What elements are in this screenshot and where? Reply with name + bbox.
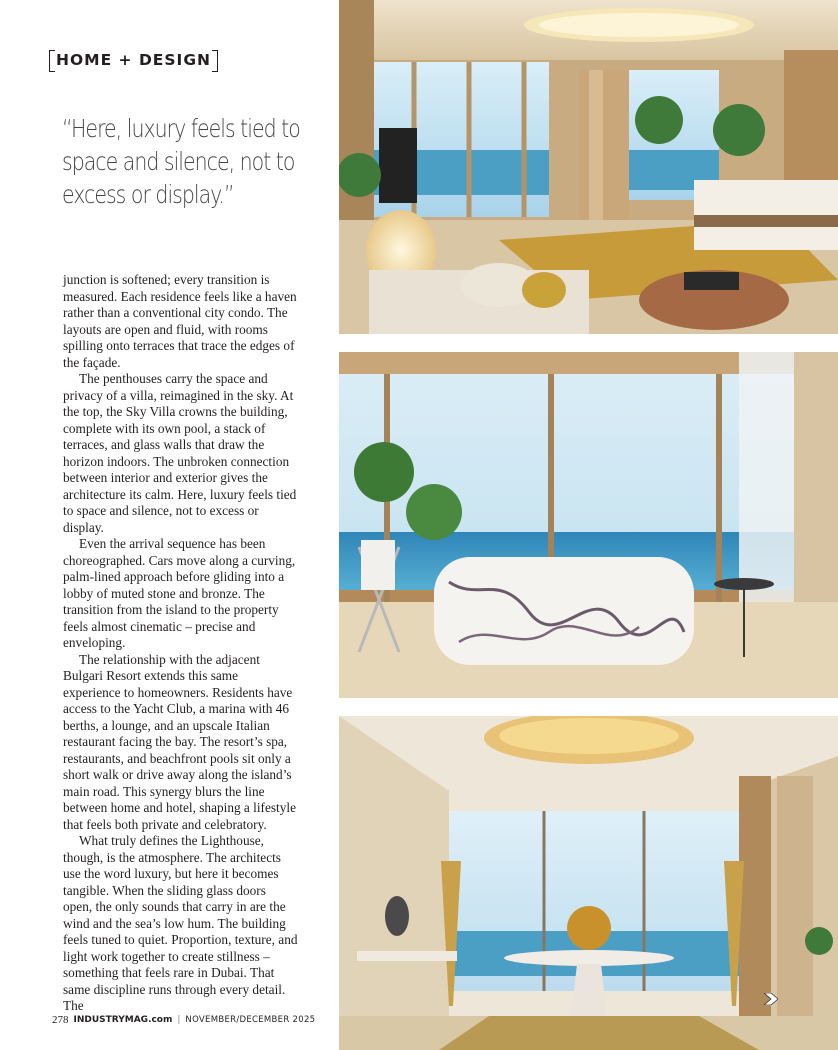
magazine-name: INDUSTRYMAG.com [73, 1015, 173, 1025]
bathroom-photo [339, 352, 838, 698]
page-footer [52, 1014, 315, 1026]
continue-arrow-icon [764, 993, 778, 1005]
page-number: 278 [52, 1014, 69, 1026]
body-paragraph: junction is softened; every transition is measured. Each residence feels like a haven rather than a conventional city condo. The layouts are open and fluid, with rooms spilling onto terraces that trace the edges of the façade. [63, 272, 297, 370]
body-paragraph: The penthouses carry the space and privacy of a villa, reimagined in the sky. At the top, the Sky Villa crowns the building, complete with its own pool, a stack of terraces, and glass walls that draw the horizon indoors. The unbroken connection between interior and exterior gives the architecture its calm. Here, luxury feels tied to space and silence, not to excess or display. [63, 371, 297, 535]
bathroom-illustration [339, 352, 838, 698]
pull-quote: “Here, luxury feels tied to space and silence, not to excess or display.” [62, 114, 300, 209]
body-paragraph: Even the arrival sequence has been choreographed. Cars move along a curving, palm-lined approach before gliding into a lobby of muted stone and bronze. The transition from the island to the property feels almost cinematic – precise and enveloping. [63, 536, 296, 650]
body-paragraph: What truly defines the Lighthouse, though, is the atmosphere. The architects use the word luxury, but here it becomes tangible. When the sliding glass doors open, the only sounds that carry in are the wind and the sea’s low hum. The building feels tuned to quiet. Proportion, texture, and light work together to create stillness – something that feels rare in Dubai. That same discipline runs through every detail. The [63, 833, 298, 1013]
footer-separator: | [177, 1015, 181, 1025]
issue-date: NOVEMBER/DECEMBER 2025 [185, 1015, 316, 1025]
article-body [63, 272, 298, 1015]
bedroom-photo [339, 0, 838, 334]
bedroom-illustration [339, 0, 838, 334]
body-paragraph: The relationship with the adjacent Bulgari Resort extends this same experience to homeowners. Residents have access to the Yacht Club, a marina with 46 berths, a lounge, and an upscale Italian restaurant facing the bay. The resort’s spa, restaurants, and beachfront pools sit only a short walk or drive away along the island’s main road. This synergy blurs the line between home and hotel, shaping a lifestyle that feels both private and celebratory. [63, 651, 296, 832]
section-label: HOME + DESIGN [52, 50, 215, 70]
